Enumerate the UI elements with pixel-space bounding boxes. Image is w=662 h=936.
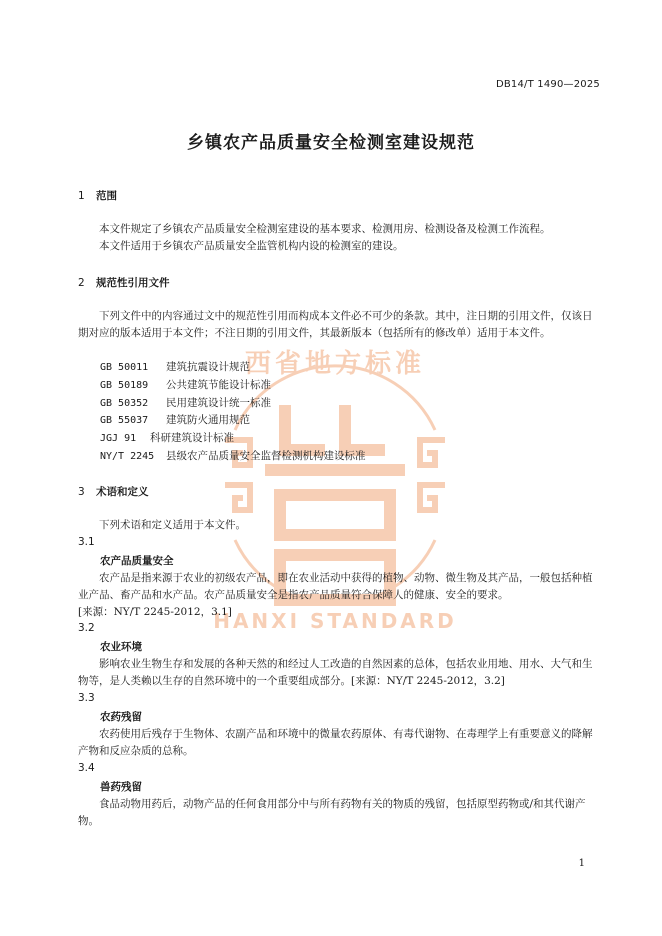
reference-item — [100, 448, 366, 465]
reference-code: GB 55037 — [100, 415, 149, 426]
reference-name: 建筑防火通用规范 — [166, 414, 250, 426]
reference-name: 建筑抗震设计规范 — [166, 361, 250, 373]
reference-name: 科研建筑设计标准 — [150, 432, 234, 444]
references-intro: 下列文件中的内容通过文中的规范性引用而构成本文件必不可少的条款。其中，注日期的引用文件，仅该日期对应的版本适用于本文件；不注日期的引用文件，其最新版本（包括所有的修改单）适用于本文件。 — [78, 310, 593, 339]
reference-item — [100, 412, 250, 429]
reference-code: NY/T 2245 — [100, 451, 155, 462]
reference-code: JGJ 91 — [100, 433, 137, 444]
section-title: 规范性引用文件 — [96, 277, 170, 289]
section-number: 2 — [78, 277, 85, 289]
standard-code: DB14/T 1490—2025 — [495, 79, 600, 90]
seal-bottom-text: HANXI STANDARD — [213, 609, 457, 633]
term-definition: 农药使用后残存于生物体、农副产品和环境中的微量农药原体、有毒代谢物、在毒理学上有重要意义的降解产物和反应杂质的总称。 — [78, 728, 593, 757]
term-number: 3.1 — [78, 536, 95, 548]
term-number: 3.4 — [78, 762, 95, 774]
term-name: 兽药残留 — [100, 781, 142, 793]
reference-item — [100, 359, 250, 376]
term-source: [来源：NY/T 2245-2012，3.1] — [78, 606, 232, 618]
terms-intro: 下列术语和定义适用于本文件。 — [99, 519, 246, 531]
section-title: 范围 — [96, 190, 117, 202]
term-name: 农产品质量安全 — [100, 555, 174, 567]
seal-top-text: 西省地方标准 — [244, 349, 426, 379]
reference-item — [100, 430, 234, 447]
scope-paragraph-1: 本文件规定了乡镇农产品质量安全检测室建设的基本要求、检测用房、检测设备及检测工作流程。 — [99, 223, 551, 235]
reference-code: GB 50189 — [100, 380, 149, 391]
section-number: 3 — [78, 486, 85, 498]
term-number: 3.2 — [78, 622, 95, 634]
section-1-heading — [78, 188, 117, 203]
section-3-heading — [78, 484, 149, 499]
scope-paragraph-2: 本文件适用于乡镇农产品质量安全监管机构内设的检测室的建设。 — [99, 240, 404, 252]
reference-name: 公共建筑节能设计标准 — [166, 379, 271, 391]
reference-item — [100, 395, 271, 412]
reference-item — [100, 377, 271, 394]
term-name: 农药残留 — [100, 711, 142, 723]
section-title: 术语和定义 — [96, 486, 149, 498]
reference-name: 县级农产品质量安全监督检测机构建设标准 — [166, 450, 366, 462]
section-number: 1 — [78, 190, 85, 202]
page-number: 1 — [578, 858, 585, 869]
reference-code: GB 50352 — [100, 398, 149, 409]
term-definition: 食品动物用药后，动物产品的任何食用部分中与所有药物有关的物质的残留，包括原型药物或/和其代谢产物。 — [78, 798, 586, 827]
document-title: 乡镇农产品质量安全检测室建设规范 — [187, 133, 475, 153]
term-definition: 影响农业生物生存和发展的各种天然的和经过人工改造的自然因素的总体，包括农业用地、用水、大气和生物等，是人类赖以生存的自然环境中的一个重要组成部分。[来源：NY/T 2245-2012，3.2] — [78, 658, 593, 687]
term-number: 3.3 — [78, 692, 95, 704]
section-2-heading — [78, 275, 170, 290]
term-name: 农业环境 — [100, 641, 142, 653]
reference-name: 民用建筑设计统一标准 — [166, 397, 271, 409]
term-definition: 农产品是指来源于农业的初级农产品，即在农业活动中获得的植物、动物、微生物及其产品，一般包括种植业产品、畜产品和水产品。农产品质量安全是指农产品质量符合保障人的健康、安全的要求。 — [78, 572, 593, 601]
reference-code: GB 50011 — [100, 362, 149, 373]
